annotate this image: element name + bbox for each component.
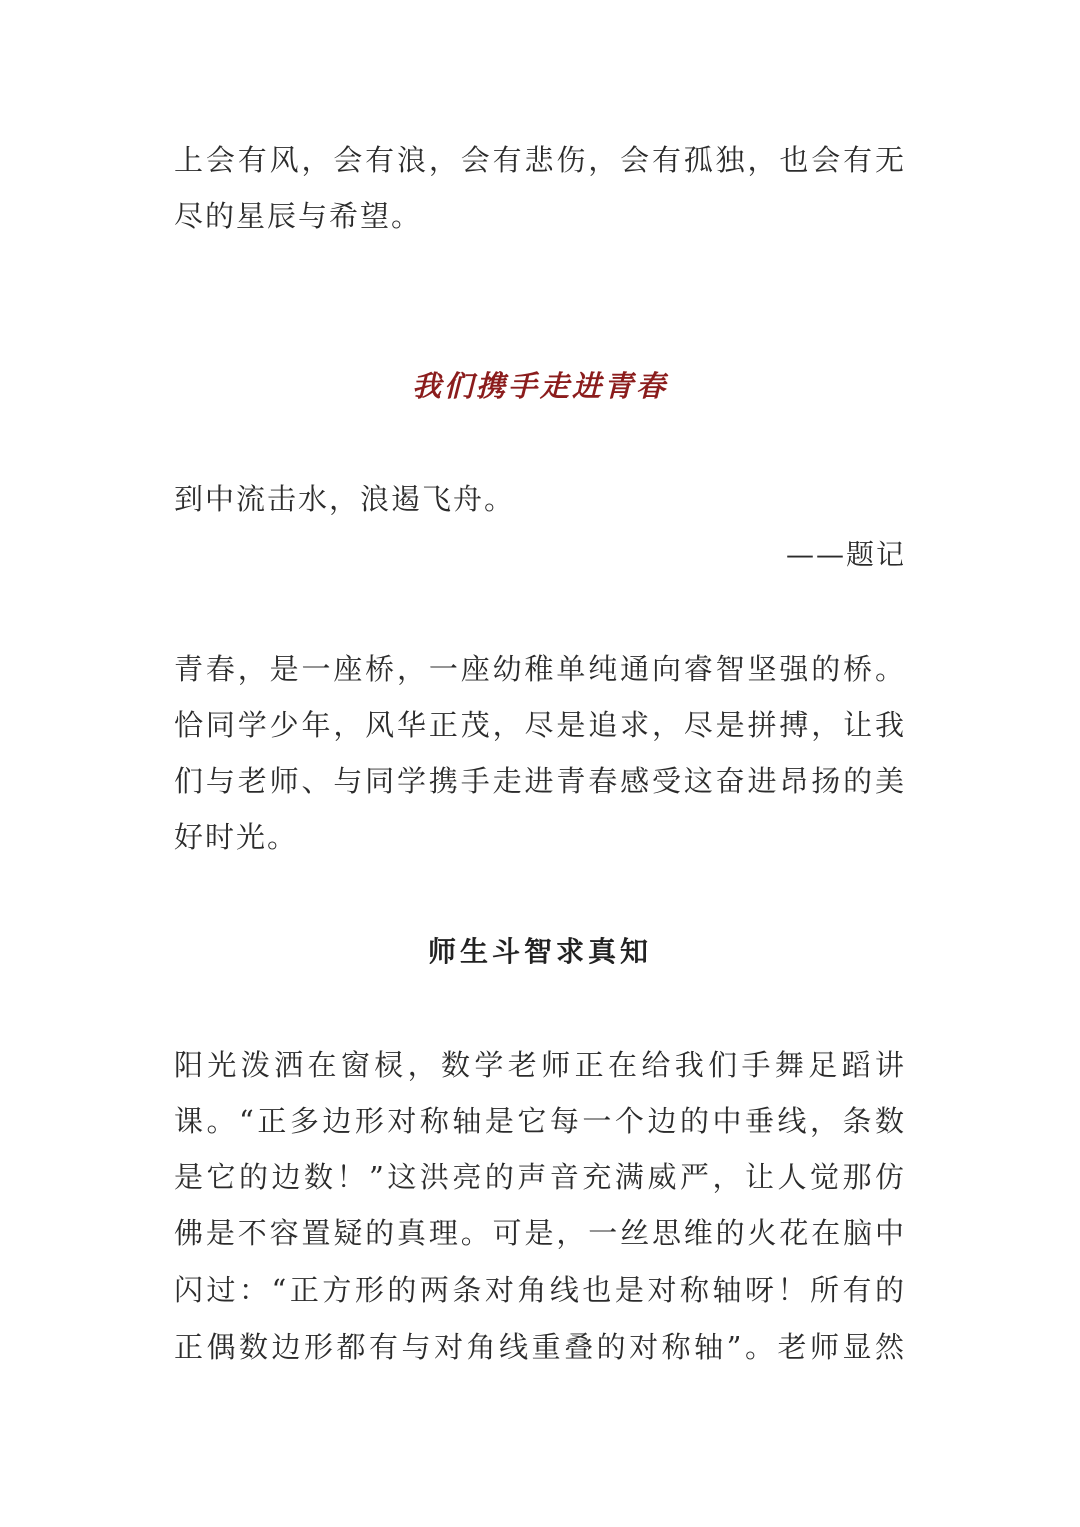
paragraph-line: 是它的边数！”这洪亮的声音充满威严，让人觉那仿	[174, 1160, 906, 1194]
intro-line-1: 上会有风，会有浪，会有悲伤，会有孤独，也会有无	[174, 143, 906, 177]
paragraph-line: 课。“正多边形对称轴是它每一个边的中垂线，条数	[174, 1104, 906, 1138]
paragraph-line: 阳光泼洒在窗棂，数学老师正在给我们手舞足蹈讲	[174, 1048, 906, 1082]
intro-line-2: 尽的星辰与希望。	[174, 199, 423, 233]
paragraph-line: 们与老师、与同学携手走进青春感受这奋进昂扬的美	[174, 764, 906, 798]
paragraph-line: 闪过：“正方形的两条对角线也是对称轴呀！所有的	[174, 1273, 906, 1307]
epigraph-attribution: ——题记	[785, 538, 906, 571]
section-title-teacher-student: 师生斗智求真知	[427, 935, 652, 968]
paragraph-line: 佛是不容置疑的真理。可是，一丝思维的火花在脑中	[174, 1216, 906, 1250]
paragraph-line: 好时光。	[174, 820, 299, 854]
epigraph: 到中流击水，浪遏飞舟。	[174, 482, 516, 516]
section-title-youth: 我们携手走进青春	[411, 369, 668, 403]
paragraph-line: 恰同学少年，风华正茂，尽是追求，尽是拼搏，让我	[174, 708, 906, 742]
paragraph-line: 青春，是一座桥，一座幼稚单纯通向睿智坚强的桥。	[174, 652, 906, 686]
paragraph-line: 正偶数边形都有与对角线重叠的对称轴”。老师显然	[174, 1330, 906, 1364]
